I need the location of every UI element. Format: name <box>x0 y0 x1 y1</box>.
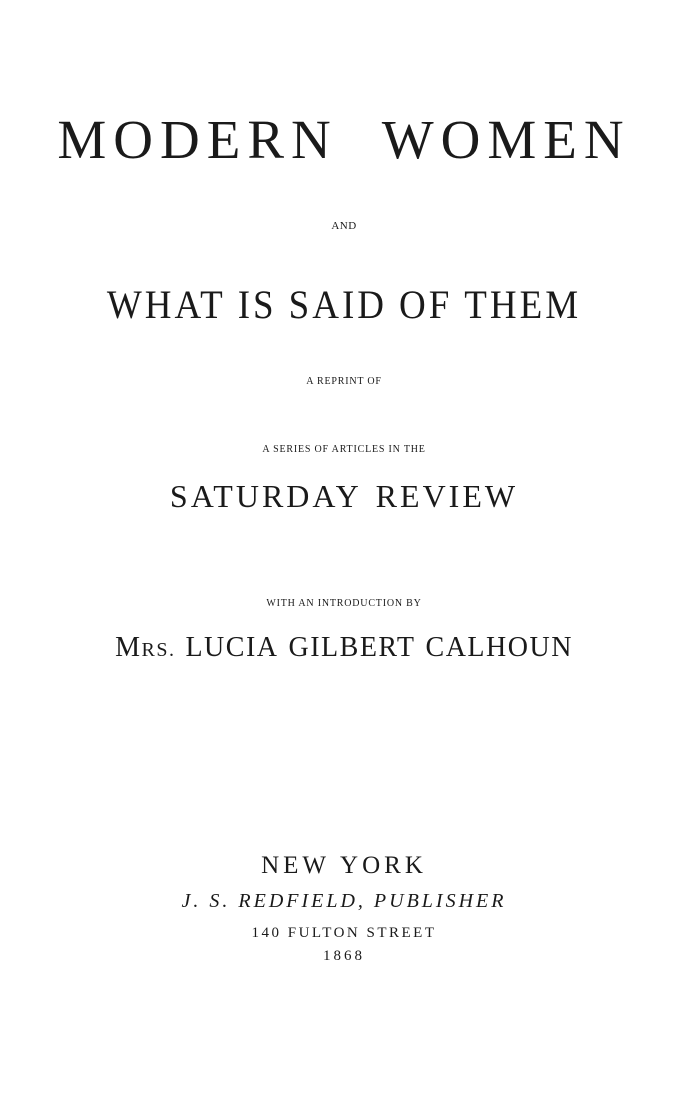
city-word-new: NEW <box>261 852 331 879</box>
book-title <box>0 108 688 171</box>
author-prefix-cap: M <box>115 632 142 663</box>
subtitle-word: OF <box>398 282 453 329</box>
publication-city <box>0 852 688 880</box>
publisher-name: J. S. REDFIELD, PUBLISHER <box>181 890 507 912</box>
title-word-modern: MODERN <box>57 109 338 170</box>
periodical-word-saturday: SATURDAY <box>169 478 362 514</box>
title-word-women: WOMEN <box>381 109 631 170</box>
introduction-by-line: WITH AN INTRODUCTION BY <box>266 598 422 609</box>
subtitle-word: SAID <box>288 282 387 329</box>
author-name <box>0 632 688 664</box>
periodical-word-review: REVIEW <box>375 478 519 514</box>
author-word: CALHOUN <box>425 632 573 663</box>
author-prefix-small: RS. <box>141 639 176 661</box>
publisher-address: 140 FULTON STREET <box>251 925 437 941</box>
author-word: LUCIA <box>185 632 279 663</box>
subtitle-word: WHAT <box>106 282 226 329</box>
series-line: A SERIES OF ARTICLES IN THE <box>262 444 426 455</box>
and-connector: AND <box>331 220 357 232</box>
reprint-of-line: A REPRINT OF <box>306 376 382 387</box>
book-subtitle <box>0 282 688 329</box>
city-word-york: YORK <box>340 852 427 879</box>
subtitle-word: THEM <box>464 282 582 329</box>
periodical-name <box>0 478 688 515</box>
subtitle-word: IS <box>237 282 277 329</box>
author-word: GILBERT <box>288 632 416 663</box>
publication-year: 1868 <box>323 948 365 964</box>
